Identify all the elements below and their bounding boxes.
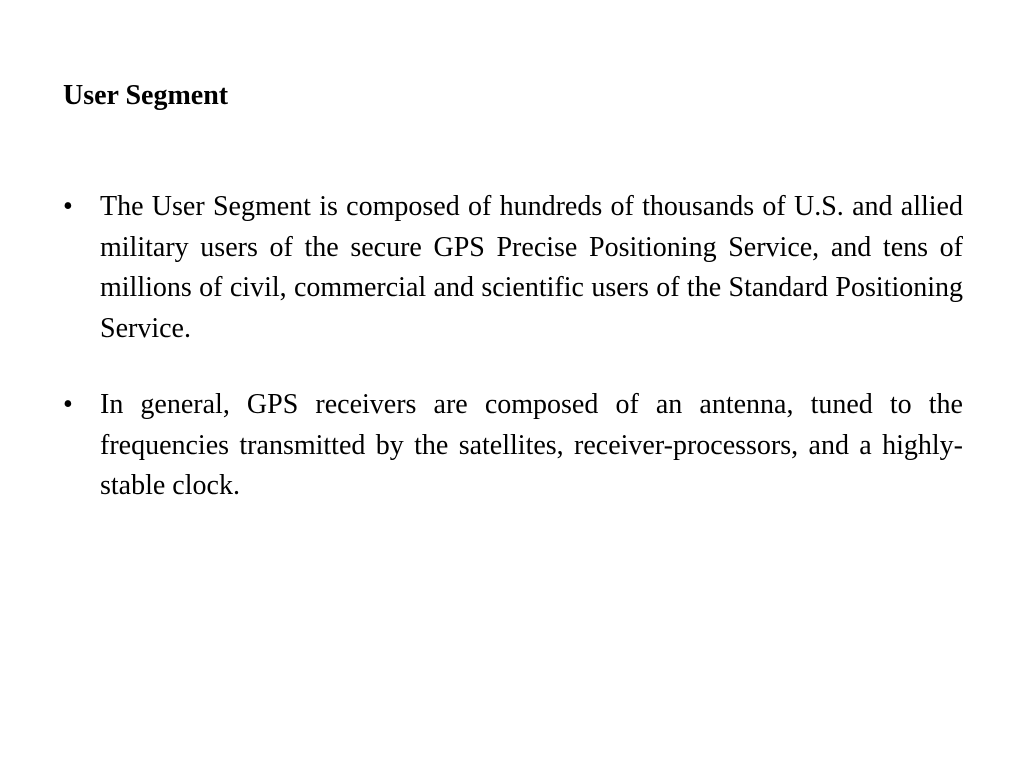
bullet-text-gps-receivers: In general, GPS receivers are composed of an antenna, tuned to the frequencies transmitted by the satellites, receiver-processors, and a highly-stable clock.	[100, 389, 963, 501]
bullet-text-user-segment: The User Segment is composed of hundreds of thousands of U.S. and allied military users of the secure GPS Precise Positioning Service, and tens of millions of civil, commercial and scientific users of the Standard Positioning Service.	[100, 191, 963, 344]
bullet-item-gps-receivers	[63, 385, 963, 507]
bullet-dot-icon: •	[63, 389, 73, 420]
bullet-list	[63, 187, 963, 507]
slide-heading: User Segment	[63, 80, 229, 111]
bullet-item-user-segment	[63, 187, 963, 349]
bullet-dot-icon: •	[63, 191, 73, 222]
